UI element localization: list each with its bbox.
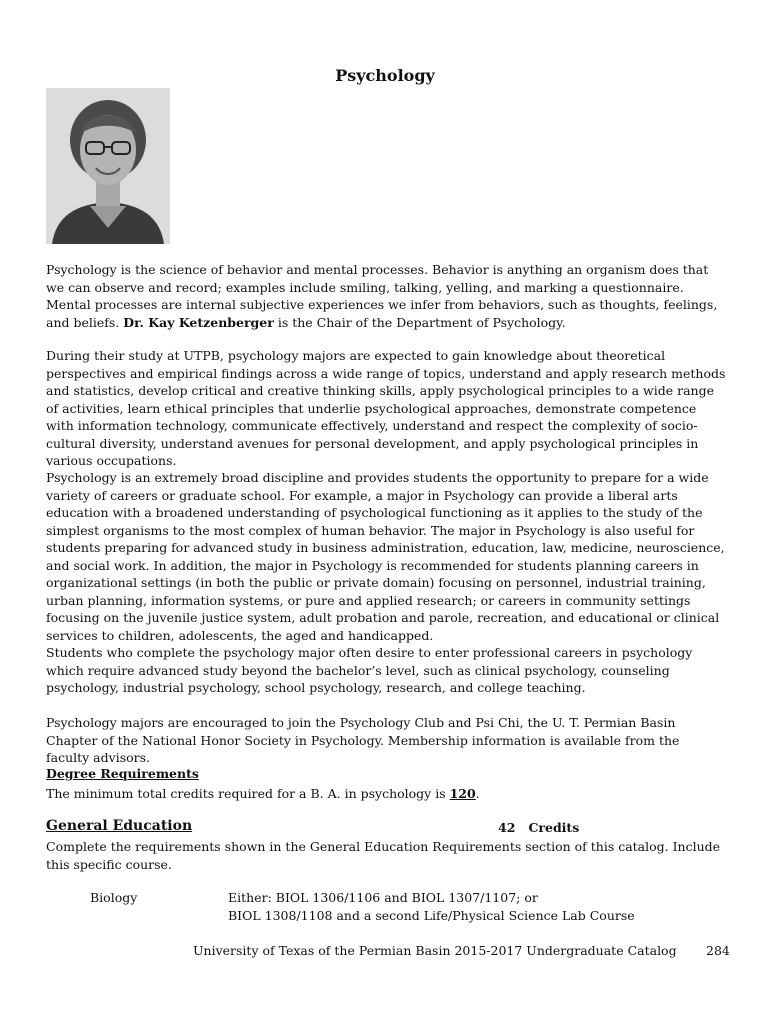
footer-catalog-title: University of Texas of the Permian Basin 2015-2017 Undergraduate Catalog (193, 943, 677, 958)
intro-paragraph (46, 261, 726, 331)
minimum-credits-text: The minimum total credits required for a B. A. in psychology is (46, 786, 450, 801)
minimum-credits-value: 120 (449, 786, 476, 801)
chair-portrait-photo (46, 88, 170, 244)
general-education-credits: 42 Credits (498, 820, 580, 835)
portrait-image (46, 88, 170, 244)
intro-text: Psychology is the science of behavior and mental processes. Behavior is anything an organism does that we can observe and record; examples include smiling, talking, yelling, and marking a questionnaire. Mental processes are internal subjective experiences we infer from behaviors, such as thoughts, feelings, and beliefs. (46, 262, 718, 330)
course-requirement-line-1: Either: BIOL 1306/1106 and BIOL 1307/1107; or (228, 890, 538, 905)
course-requirement-line-2: BIOL 1308/1108 and a second Life/Physical Science Lab Course (228, 908, 635, 923)
study-outcomes-paragraph: During their study at UTPB, psychology majors are expected to gain knowledge about theoretical perspectives and empirical findings across a wide range of topics, understand and apply research methods and statistics, develop critical and creative thinking skills, apply psychological principles to a wide range of activities, learn ethical principles that underlie psychological approaches, demonstrate competence with information technology, communicate effectively, understand and respect the complexity of socio-cultural diversity, understand avenues for personal development, and apply psychological principles in various occupations. (46, 348, 726, 468)
course-subject: Biology (90, 890, 138, 905)
page-number: 284 (706, 943, 730, 958)
general-education-heading: General Education (46, 818, 193, 834)
honor-society-paragraph: Psychology majors are encouraged to join the Psychology Club and Psi Chi, the U. T. Permian Basin Chapter of the National Honor Society in Psychology. Membership information is available from the faculty advisors. (46, 715, 680, 765)
chair-name: Dr. Kay Ketzenberger (123, 314, 274, 330)
minimum-credits-line (46, 786, 480, 801)
page-title: Psychology (335, 66, 435, 85)
degree-requirements-heading: Degree Requirements (46, 766, 199, 781)
intro-text-end: is the Chair of the Department of Psychology. (273, 314, 566, 330)
general-education-text: Complete the requirements shown in the General Education Requirements section of this catalog. Include this specific course. (46, 839, 721, 872)
careers-paragraph: Psychology is an extremely broad discipline and provides students the opportunity to prepare for a wide variety of careers or graduate school. For example, a major in Psychology can provide a liberal arts education with a broadened understanding of psychological functioning as it applies to the study of the simplest organisms to the most complex of human behavior. The major in Psychology is also useful for students preparing for advanced study in business administration, education, law, medicine, neuroscience, and social work. In addition, the major in Psychology is recommended for students planning careers in organizational settings (in both the public or private domain) focusing on personnel, industrial training, urban planning, information systems, or pure and applied research; or careers in community settings focusing on the juvenile justice system, adult probation and parole, recreation, and educational or clinical services to children, adolescents, the aged and handicapped. (46, 470, 725, 643)
minimum-credits-period: . (475, 786, 480, 801)
professional-careers-paragraph: Students who complete the psychology major often desire to enter professional careers in psychology which require advanced study beyond the bachelor’s level, such as clinical psychology, counseling psychology, industrial psychology, school psychology, research, and college teaching. (46, 645, 693, 695)
